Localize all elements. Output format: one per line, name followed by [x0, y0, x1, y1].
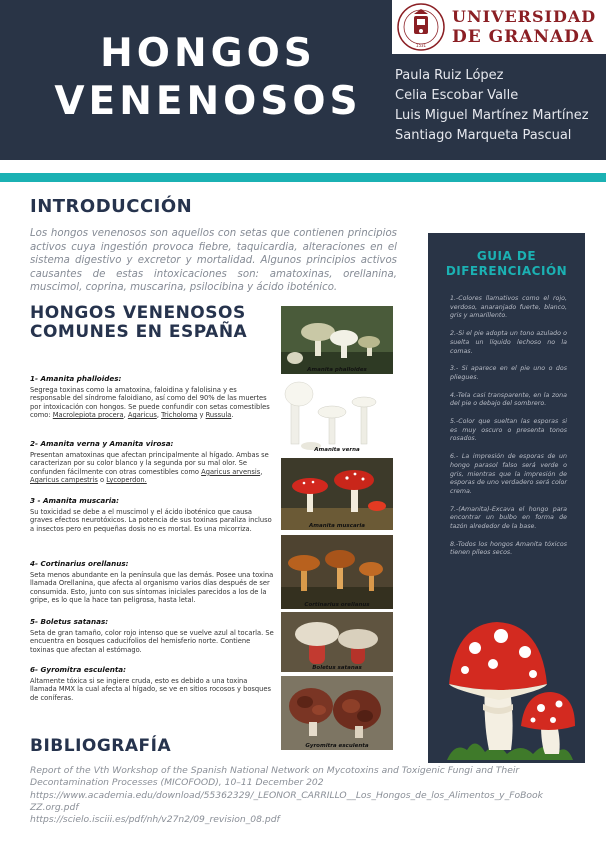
- common-species-heading: [30, 304, 247, 342]
- guide-item: 4.-Tela casi transparente, en la zona del pie o debajo del sombrero.: [450, 391, 567, 408]
- species-entry-1: 1- Amanita phalloides: Segrega toxinas como la amatoxina, faloidina y falolisina y es responsable del síndrome faloidiano, así como del 90% de las muertes por intoxicación con hongos. Se puede confundir con setas comestibles como: Macrolepiota procera, Agaricus, Tricholoma y Russula.: [30, 375, 276, 420]
- lookalike-link[interactable]: Agaricus: [127, 411, 157, 420]
- author: Santiago Marqueta Pascual: [395, 128, 572, 143]
- photo-caption: Amanita verna: [314, 447, 360, 453]
- bibliography-link[interactable]: https://www.academia.edu/download/55362329/_LEONOR_CARRILLO__Los_Hongos_de_los_Alimentos_y_FoBook ZZ.org.pdf: [30, 789, 543, 813]
- bibliography-entry: Report of the Vth Workshop of the Spanish National Network on Mycotoxins and Toxigenic Fungi and Their Decontamination Processes (MICOFOOD), 10–11 December 202: [30, 765, 520, 789]
- bibliography-link[interactable]: https://scielo.isciii.es/pdf/nh/v27n2/09_revision_08.pdf: [30, 814, 280, 826]
- intro-text: Los hongos venenosos son aquellos con setas que contienen principios activos cuya ingestión provoca fiebre, taquicardia, alteraciones en el sistema digestivo y excretor y mortalidad. Algunos principios activos causantes de estas intoxicaciones son: amatoxinas, orellanina, muscimol, coprina, muscarina, psilocibina y ácido iboténico.: [30, 228, 397, 293]
- university-seal-icon: [396, 2, 446, 52]
- university-name: [452, 6, 604, 48]
- guide-title-line-2: DIFERENCIACIÓN: [445, 264, 568, 278]
- amanita-illustration-icon: [445, 612, 575, 760]
- guide-item: 7.-(Amanita)-Excava el hongo para encontrar un bulbo en forma de tazón alrededor de la base.: [450, 505, 567, 531]
- species-text: Presentan amatoxinas que afectan principalmente al hígado. Ambas se caracterizan por su color blanco y la segunda por su mal olor. Se confunden fácilmente con otras comestibles como: [30, 450, 269, 476]
- gyromitra-esculenta-image: [281, 676, 393, 750]
- author: Celia Escobar Valle: [395, 88, 519, 103]
- species-title: 2- Amanita verna y Amanita virosa:: [30, 439, 174, 448]
- author: Luis Miguel Martínez Martínez: [395, 108, 589, 123]
- lookalike-link[interactable]: Tricholoma: [161, 411, 198, 420]
- svg-text:1531: 1531: [415, 43, 427, 48]
- photo-gyromitra-esculenta: [281, 676, 393, 750]
- species-text: Segrega toxinas como la amatoxina, faloidina y falolisina y es responsable del síndrome faloidiano, así como del 90% de las muertes por intoxicación con hongos. Se puede confundir con setas comestibles como:: [30, 385, 270, 420]
- photo-amanita-verna: [281, 378, 393, 454]
- common-heading-line-2: COMUNES EN ESPAÑA: [30, 322, 248, 342]
- author-list: [395, 66, 589, 146]
- photo-caption: Amanita muscaria: [309, 523, 365, 529]
- species-text: Su toxicidad se debe a el muscimol y el ácido iboténico que causa graves efectos neurotóxicos. La potencia de sus toxinas paraliza incluso a insectos pero en pequeñas dosis no es mortal. Es una micorriza.: [30, 507, 272, 533]
- lookalike-link[interactable]: Agaricus arvensis: [201, 467, 261, 476]
- species-entry-6: [30, 666, 276, 702]
- lookalike-link[interactable]: Russula: [205, 411, 232, 420]
- amanita-phalloides-image: [281, 306, 393, 374]
- title-line-2: VENENOSOS: [54, 79, 362, 124]
- bibliography-list: [30, 765, 590, 826]
- photo-amanita-phalloides: [281, 306, 393, 374]
- guide-item: 6.- La impresión de esporas de un hongo parasol falso será verde o gris, mientras que la impresión de esporas de uno verdadero será color crema.: [450, 453, 567, 495]
- poster-title: [48, 30, 368, 126]
- lookalike-link[interactable]: Lycoperdon.: [106, 476, 147, 485]
- bibliography-heading: BIBLIOGRAFÍA: [30, 736, 172, 756]
- author: Paula Ruiz López: [395, 68, 504, 83]
- photo-caption: Cortinarius orellanus: [304, 602, 370, 608]
- photo-caption: Amanita phalloides: [307, 367, 367, 373]
- common-heading-line-1: HONGOS VENENOSOS: [30, 303, 246, 323]
- guide-item: 8.-Todos los hongos Amanita tóxicos tienen píleos secos.: [450, 540, 567, 557]
- university-line-2: DE GRANADA: [452, 27, 595, 47]
- species-title: 5- Boletus satanas:: [30, 617, 109, 626]
- species-text: Altamente tóxica si se ingiere cruda, esto es debido a una toxina llamada MMX la cual afecta al hígado, se ve en sitios rocosos y bosques de coníferas.: [30, 676, 271, 702]
- amanita-muscaria-image: [281, 458, 393, 530]
- species-text: Seta menos abundante en la península que las demás. Posee una toxina llamada Orellanina, que afecta al organismo varios días después de ser consumida. Esto, junto con sus síntomas iniciales parecidos a los de la gripe, es lo que la hace tan peligrosa, hasta letal.: [30, 570, 274, 605]
- teal-divider: [0, 173, 606, 182]
- guide-item: 2.-Si el pie adopta un tono azulado o suelta un líquido lechoso no la comas.: [450, 330, 567, 355]
- species-title: 4- Cortinarius orellanus:: [30, 559, 129, 568]
- cortinarius-orellanus-image: [281, 535, 393, 609]
- guide-title: [428, 249, 585, 279]
- amanita-verna-image: [281, 378, 393, 454]
- species-title: 1- Amanita phalloides:: [30, 374, 122, 383]
- species-entry-5: [30, 618, 276, 654]
- photo-amanita-muscaria: [281, 458, 393, 530]
- species-text: Seta de gran tamaño, color rojo intenso que se vuelve azul al tocarla. Se encuentra en bosques caducifolios del hemisferio norte. Contiene toxinas que afectan al estómago.: [30, 628, 274, 654]
- guide-item: 5.-Color que sueltan las esporas si es muy oscuro o presenta tonos rosados.: [450, 418, 567, 443]
- photo-caption: Boletus satanas: [312, 665, 362, 671]
- guide-item: 3.- Si aparece en el pie uno o dos pliegues.: [450, 365, 567, 381]
- species-entry-4: [30, 560, 276, 605]
- boletus-satanas-image: [281, 612, 393, 672]
- lookalike-link[interactable]: Macrolepiota procera: [52, 411, 124, 420]
- species-entry-2: 2- Amanita verna y Amanita virosa: Presentan amatoxinas que afectan principalmente al hígado. Ambas se caracterizan por su color blanco y la segunda por su mal olor. Se confunden fácilmente con otras comestibles como Agaricus arvensis, Agaricus campestris o Lycoperdon.: [30, 440, 276, 485]
- species-entry-3: [30, 497, 276, 533]
- lookalike-link[interactable]: Agaricus campestris: [30, 476, 98, 485]
- species-title: 3 - Amanita muscaria:: [30, 496, 119, 505]
- photo-cortinarius-orellanus: [281, 535, 393, 609]
- title-line-1: HONGOS: [100, 31, 316, 76]
- guide-title-line-1: GUIA DE: [476, 249, 537, 263]
- guide-item: 1.-Colores llamativos como el rojo, verdoso, anaranjado fuerte, blanco, gris y amarillento.: [450, 295, 567, 320]
- photo-boletus-satanas: [281, 612, 393, 672]
- university-line-1: UNIVERSIDAD: [452, 7, 597, 26]
- photo-caption: Gyromitra esculenta: [305, 743, 369, 749]
- species-title: 6- Gyromitra esculenta:: [30, 665, 126, 674]
- intro-heading: INTRODUCCIÓN: [30, 196, 193, 217]
- guide-list: [450, 295, 567, 567]
